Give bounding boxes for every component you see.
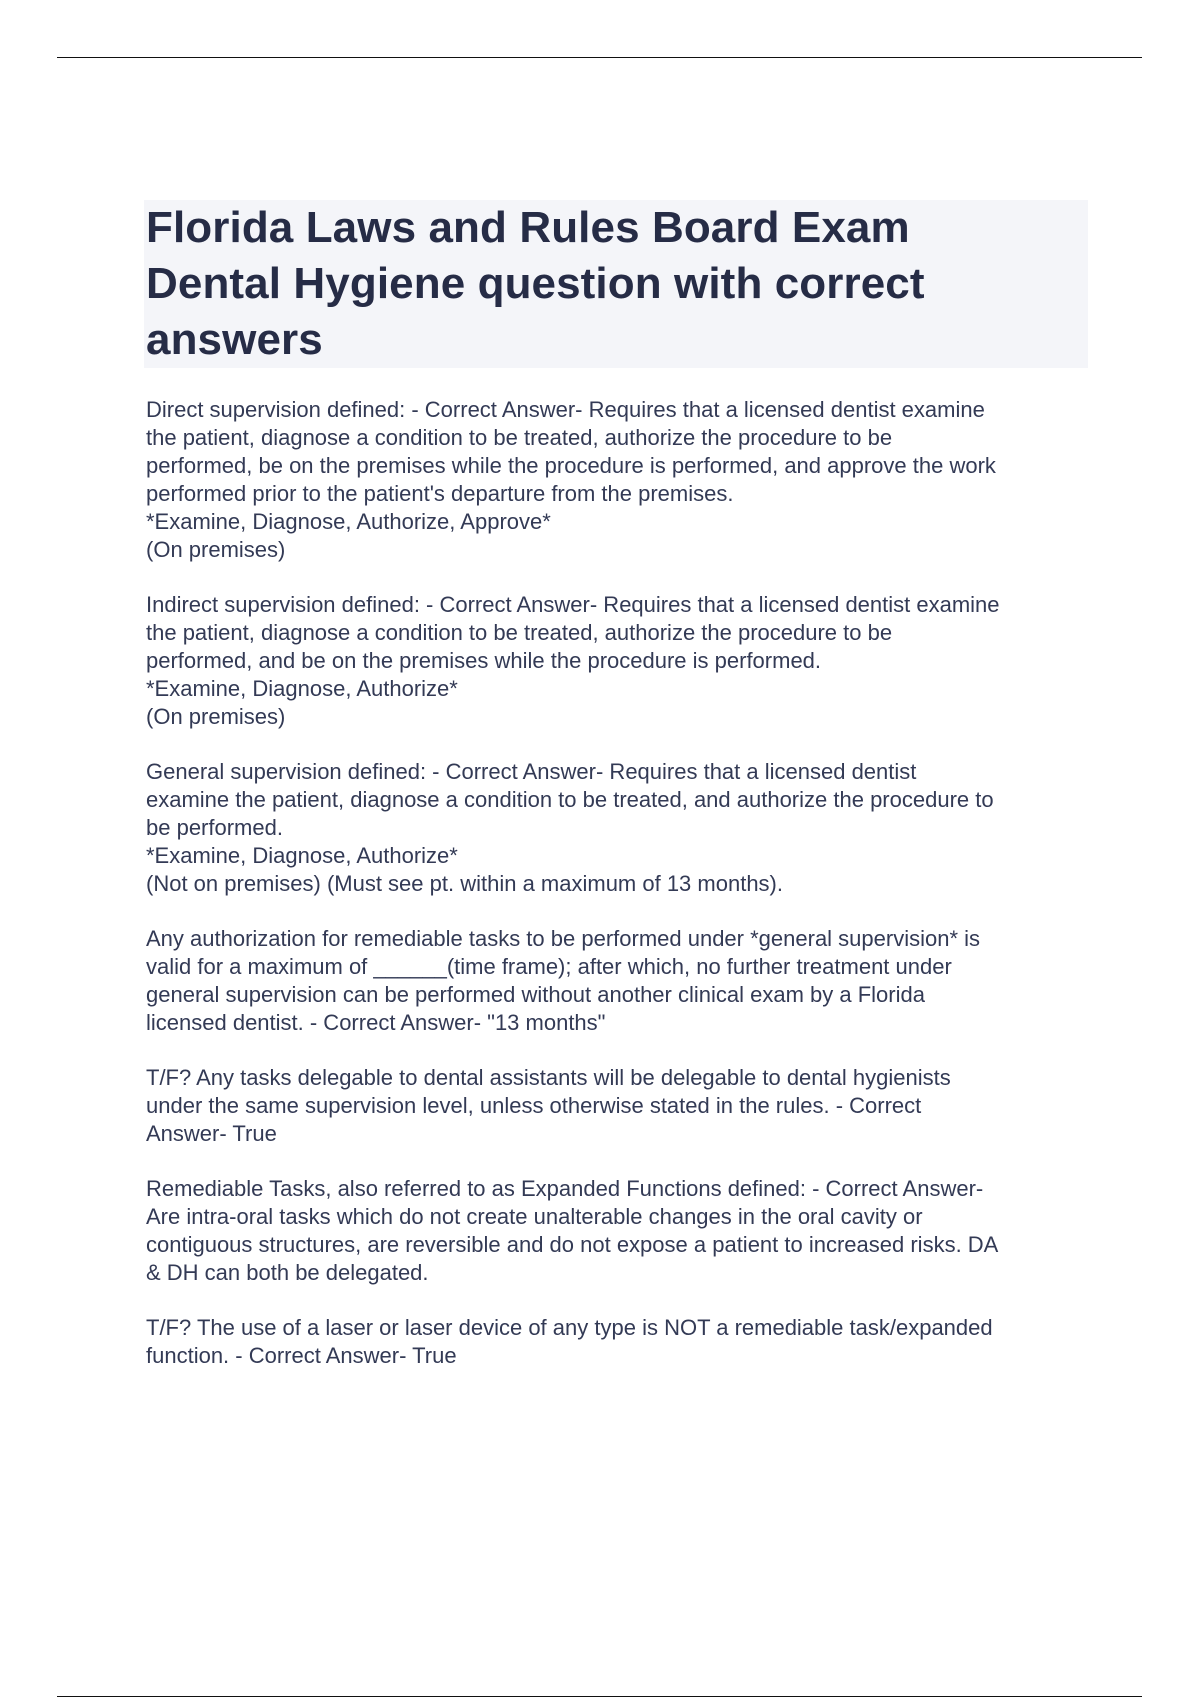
text-line: function. - Correct Answer- True <box>146 1343 457 1368</box>
document-body <box>146 396 1091 1397</box>
text-line: (Not on premises) (Must see pt. within a maximum of 13 months). <box>146 871 783 896</box>
text-line: *Examine, Diagnose, Authorize* <box>146 843 458 868</box>
qa-item-remediable-tasks <box>146 1175 1091 1287</box>
text-line: performed, be on the premises while the procedure is performed, and approve the work <box>146 453 996 478</box>
text-line: examine the patient, diagnose a condition to be treated, and authorize the procedure to <box>146 787 994 812</box>
text-line: (On premises) <box>146 537 286 562</box>
text-line: performed, and be on the premises while the procedure is performed. <box>146 648 822 673</box>
title-line: Florida Laws and Rules Board Exam <box>146 203 910 252</box>
text-line: Remediable Tasks, also referred to as Expanded Functions defined: - Correct Answer- <box>146 1176 984 1201</box>
text-line: valid for a maximum of ______(time frame); after which, no further treatment under <box>146 954 952 979</box>
text-line: performed prior to the patient's departure from the premises. <box>146 481 734 506</box>
text-line: *Examine, Diagnose, Authorize* <box>146 676 458 701</box>
text-line: Answer- True <box>146 1121 277 1146</box>
text-line: licensed dentist. - Correct Answer- "13 months" <box>146 1010 606 1035</box>
qa-item-indirect-supervision <box>146 591 1091 731</box>
text-line: & DH can both be delegated. <box>146 1260 429 1285</box>
text-line: contiguous structures, are reversible and do not expose a patient to increased risks. DA <box>146 1232 999 1257</box>
qa-item-authorization-time-frame <box>146 925 1091 1037</box>
text-line: General supervision defined: - Correct Answer- Requires that a licensed dentist <box>146 759 917 784</box>
text-line: under the same supervision level, unless otherwise stated in the rules. - Correct <box>146 1093 922 1118</box>
qa-item-general-supervision <box>146 758 1091 898</box>
title-line: Dental Hygiene question with correct <box>146 259 925 308</box>
qa-item-laser-device <box>146 1314 1091 1370</box>
text-line: Are intra-oral tasks which do not create unalterable changes in the oral cavity or <box>146 1204 923 1229</box>
text-line: *Examine, Diagnose, Authorize, Approve* <box>146 509 551 534</box>
text-line: the patient, diagnose a condition to be treated, authorize the procedure to be <box>146 425 893 450</box>
text-line: T/F? The use of a laser or laser device of any type is NOT a remediable task/expanded <box>146 1315 993 1340</box>
qa-item-delegable-tasks <box>146 1064 1091 1148</box>
text-line: T/F? Any tasks delegable to dental assistants will be delegable to dental hygienists <box>146 1065 951 1090</box>
text-line: Any authorization for remediable tasks to be performed under *general supervision* is <box>146 926 981 951</box>
footer-rule <box>57 1696 1142 1697</box>
title-line: answers <box>146 315 323 364</box>
text-line: Indirect supervision defined: - Correct Answer- Requires that a licensed dentist examine <box>146 592 1000 617</box>
qa-item-direct-supervision <box>146 396 1091 564</box>
text-line: general supervision can be performed without another clinical exam by a Florida <box>146 982 925 1007</box>
header-rule <box>57 57 1142 58</box>
text-line: Direct supervision defined: - Correct Answer- Requires that a licensed dentist examine <box>146 397 985 422</box>
text-line: be performed. <box>146 815 283 840</box>
text-line: (On premises) <box>146 704 286 729</box>
text-line: the patient, diagnose a condition to be treated, authorize the procedure to be <box>146 620 893 645</box>
document-title <box>146 200 1086 368</box>
